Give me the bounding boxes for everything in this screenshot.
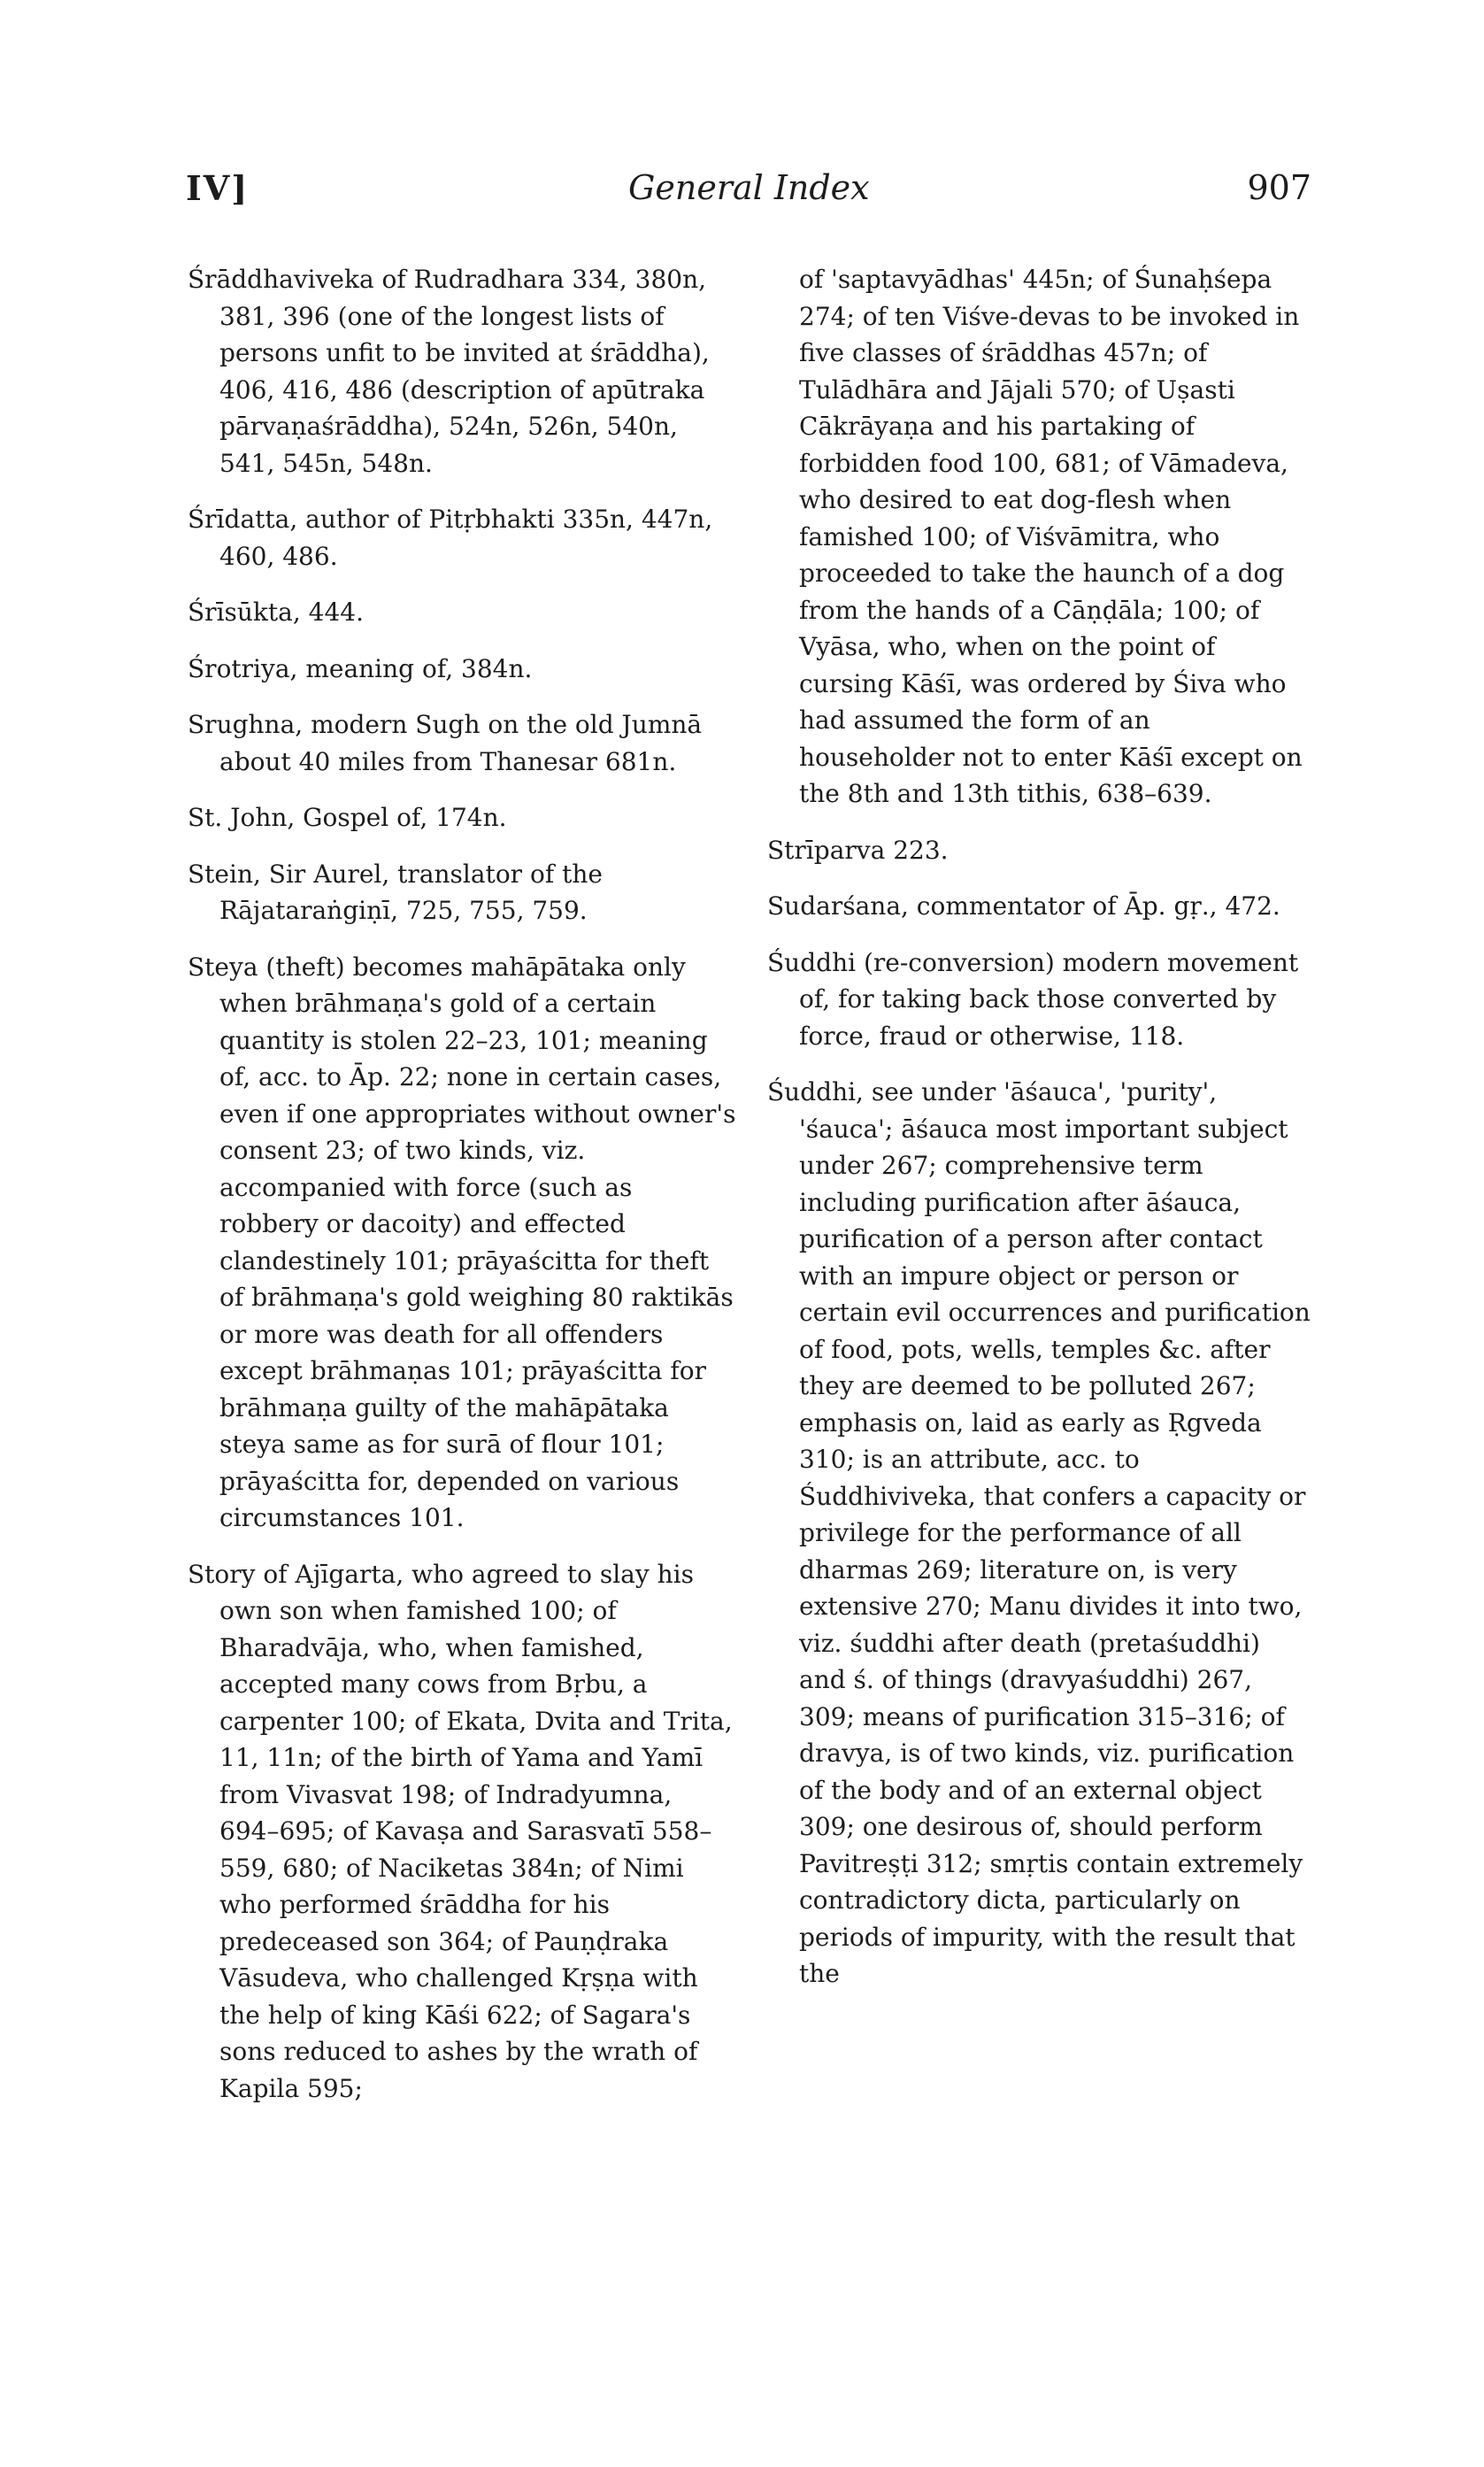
index-entry: Śuddhi (re-conversion) modern movement of, for taking back those converted by force, fraud or otherwise, 118. xyxy=(767,947,1299,1051)
index-entry-continuation: of 'saptavyādhas' 445n; of Śunaḥśepa 274; of ten Viśve-devas to be invoked in five classes of śrāddhas 457n; of Tulādhāra and Jājali 570; of Uṣasti Cākrāyaṇa and his partaking of forbidden food 100, 681; of Vāmadeva, who desired to eat dog-flesh when famished 100; of Viśvāmitra, who proceeded to take the haunch of a dog from the hands of a Cāṇḍāla; 100; of Vyāsa, who, when on the point of cursing Kāśī, was ordered by Śiva who had assumed the form of an householder not to enter Kāśī except on the 8th and 13th tithis, 638–639. xyxy=(799,265,1303,808)
index-entry: Śrotriya, meaning of, 384n. xyxy=(188,653,533,683)
page-header xyxy=(0,168,1484,221)
section-marker: IV] xyxy=(186,168,250,208)
index-entry: Śrīsūkta, 444. xyxy=(188,597,364,627)
index-entry: Story of Ajīgarta, who agreed to slay his own son when famished 100; of Bharadvāja, who, when famished, accepted many cows from Bṛbu, a carpenter 100; of Ekata, Dvita and Trita, 11, 11n; of the birth of Yama and Yamī from Vivasvat 198; of Indradyumna, 694–695; of Kavaṣa and Sarasvatī 558–559, 680; of Naciketas 384n; of Nimi who performed śrāddha for his predeceased son 364; of Pauṇḍraka Vāsudeva, who challenged Kṛṣṇa with the help of king Kāśi 622; of Sagara's sons reduced to ashes by the wrath of Kapila 595; xyxy=(188,1559,733,2103)
index-entry: Sudarśana, commentator of Āp. gṛ., 472. xyxy=(767,891,1280,921)
index-entry: Steya (theft) becomes mahāpātaka only when brāhmaṇa's gold of a certain quantity is stolen 22–23, 101; meaning of, acc. to Āp. 22; none in certain cases, even if one appropriates without owner's consent 23; of two kinds, viz. accompanied with force (such as robbery or dacoity) and effected clandestinely 101; prāyaścitta for theft of brāhmaṇa's gold weighing 80 raktikās or more was death for all offenders except brāhmaṇas 101; prāyaścitta for brāhmaṇa guilty of the mahāpātaka steya same as for surā of flour 101; prāyaścitta for, depended on various circumstances 101. xyxy=(188,952,736,1532)
index-entry: St. John, Gospel of, 174n. xyxy=(188,803,507,832)
index-entry: Śrāddhaviveka of Rudradhara 334, 380n, 381, 396 (one of the longest lists of persons unfit to be invited at śrāddha), 406, 416, 486 (description of apūtraka pārvaṇaśrāddha), 524n, 526n, 540n, 541, 545n, 548n. xyxy=(188,265,710,478)
left-column xyxy=(188,261,736,2126)
page-number: 907 xyxy=(1247,168,1311,207)
index-entry: Srughna, modern Sugh on the old Jumnā about 40 miles from Thanesar 681n. xyxy=(188,710,703,776)
index-entry: Stein, Sir Aurel, translator of the Rājataraṅgiṇī, 725, 755, 759. xyxy=(188,859,603,925)
right-column xyxy=(767,261,1311,2012)
index-entry: Śuddhi, see under 'āśauca', 'purity', 'śauca'; āśauca most important subject under 267; comprehensive term including purification after āśauca, purification of a person after contact with an impure object or person or certain evil occurrences and purification of food, pots, wells, temples &c. after they are deemed to be polluted 267; emphasis on, laid as early as Ṛgveda 310; is an attribute, acc. to Śuddhiviveka, that confers a capacity or privilege for the performance of all dharmas 269; literature on, is very extensive 270; Manu divides it into two, viz. śuddhi after death (pretaśuddhi) and ś. of things (dravyaśuddhi) 267, 309; means of purification 315–316; of dravya, is of two kinds, viz. purification of the body and of an external object 309; one desirous of, should perform Pavitreṣṭi 312; smṛtis contain extremely contradictory dicta, particularly on periods of impurity, with the result that the xyxy=(767,1077,1311,1988)
index-entry: Strīparva 223. xyxy=(767,835,949,865)
running-title: General Index xyxy=(628,168,870,207)
index-entry: Śrīdatta, author of Pitṛbhakti 335n, 447n, 460, 486. xyxy=(188,505,713,571)
